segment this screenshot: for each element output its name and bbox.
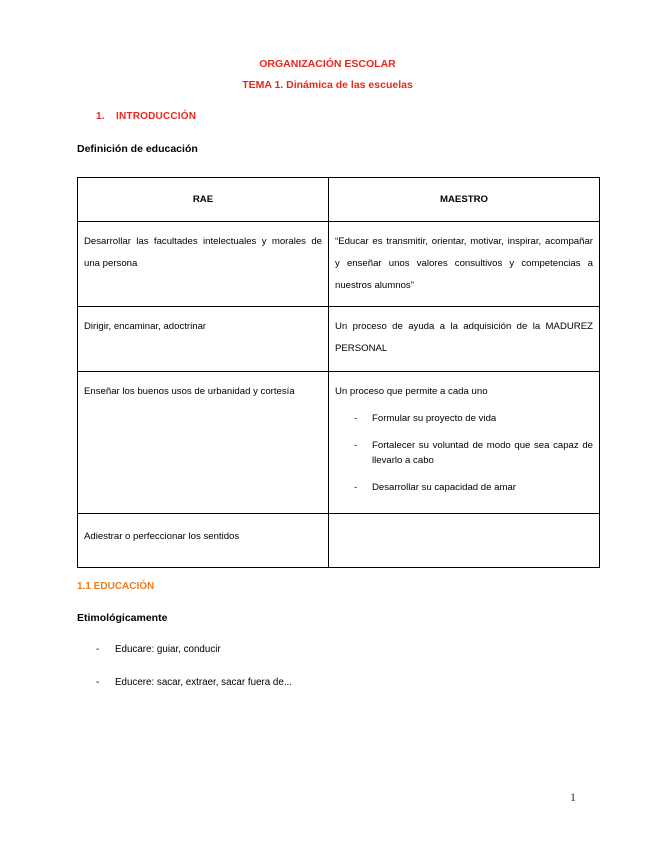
cell-text: Desarrollar las facultades intelectuales y morales de una persona — [84, 236, 322, 269]
definition-table — [77, 177, 600, 568]
dash-bullet: - — [96, 677, 100, 688]
table-row — [78, 307, 600, 372]
table-cell-rae — [78, 307, 329, 372]
cell-text: Dirigir, encaminar, adoctrinar — [84, 321, 207, 332]
document-title: ORGANIZACIÓN ESCOLAR — [259, 58, 396, 70]
document-subtitle: TEMA 1. Dinámica de las escuelas — [242, 79, 413, 91]
dash-bullet: - — [354, 413, 358, 424]
section-number: 1. — [96, 111, 105, 122]
section-title: INTRODUCCIÓN — [116, 111, 197, 122]
list-item — [335, 411, 593, 426]
definition-heading: Definición de educación — [77, 143, 198, 155]
list-item — [96, 677, 292, 688]
etimologia-heading: Etimológicamente — [77, 612, 168, 624]
table-cell-rae — [78, 514, 329, 568]
table-header-rae: RAE — [78, 178, 329, 222]
list-item-text: Formular su proyecto de vida — [372, 413, 497, 424]
dash-bullet: - — [354, 440, 358, 451]
table-row — [78, 514, 600, 568]
table-header-row — [78, 178, 600, 222]
table-cell-maestro — [329, 222, 600, 307]
page-number: 1 — [570, 790, 576, 804]
table-cell-maestro — [329, 372, 600, 514]
table-cell-rae — [78, 222, 329, 307]
cell-text: “Educar es transmitir, orientar, motivar, inspirar, acompañar y enseñar unos valores consultivos y competencias a nuestros alumnos” — [335, 236, 593, 291]
section-heading-educacion: 1.1 EDUCACIÓN — [77, 581, 155, 592]
list-item-text: Educere: sacar, extraer, sacar fuera de... — [115, 677, 292, 688]
list-item — [335, 438, 593, 468]
cell-text: Adiestrar o perfeccionar los sentidos — [84, 531, 240, 542]
cell-text: Enseñar los buenos usos de urbanidad y cortesía — [84, 386, 295, 397]
list-item — [96, 644, 221, 655]
maestro-list — [335, 411, 593, 495]
list-item-text: Fortalecer su voluntad de modo que sea capaz de llevarlo a cabo — [372, 440, 593, 466]
cell-text — [335, 514, 593, 526]
dash-bullet: - — [354, 482, 358, 493]
list-item-text: Desarrollar su capacidad de amar — [372, 482, 516, 493]
cell-text: Un proceso que permite a cada uno — [335, 386, 488, 397]
cell-text: Un proceso de ayuda a la adquisición de la MADUREZ PERSONAL — [335, 321, 593, 354]
list-item — [335, 480, 593, 495]
table-row — [78, 372, 600, 514]
table-cell-maestro — [329, 514, 600, 568]
dash-bullet: - — [96, 644, 100, 655]
table-cell-rae — [78, 372, 329, 514]
table-cell-maestro — [329, 307, 600, 372]
list-item-text: Educare: guiar, conducir — [115, 644, 221, 655]
table-header-maestro: MAESTRO — [329, 178, 600, 222]
section-heading-introduccion — [96, 111, 196, 122]
table-row — [78, 222, 600, 307]
